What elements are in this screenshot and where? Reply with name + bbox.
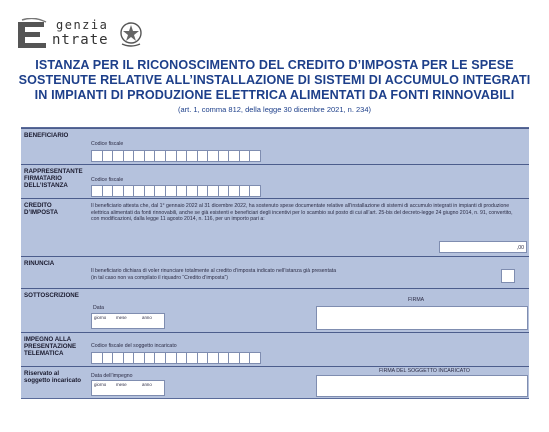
riservato-label: Riservato al soggetto incaricato [24,370,82,384]
riservato-firma-label: FIRMA DEL SOGGETTO INCARICATO [379,368,470,374]
rappresentante-cf-input[interactable] [91,185,261,197]
section-beneficiario [21,128,529,165]
logo-text-line1: genzia [56,18,109,32]
sottoscrizione-date-input[interactable] [91,313,165,329]
agenzia-entrate-logo [14,18,154,52]
sottoscrizione-signature-field[interactable] [316,306,528,330]
rinuncia-line1: Il beneficiario dichiara di voler rinunciare totalmente al credito d’imposta indicato nell’istanza già presentata [91,268,337,274]
section-rappresentante [21,164,529,199]
credito-amount-suffix: ,00 [516,245,524,251]
impegno-cf-input[interactable] [91,352,261,364]
riservato-date-input[interactable] [91,380,165,396]
beneficiario-cf-input[interactable] [91,150,261,162]
title-line-3: IN IMPIANTI DI PRODUZIONE ELETTRICA ALIMENTATI DA FONTI RINNOVABILI [34,88,515,102]
credito-text: Il beneficiario attesta che, dal 1° gennaio 2022 al 31 dicembre 2022, ha sostenuto spese documentate relative all’installazione di sistemi di accumulo integrati in impianti di produzione elettrica alimentati da fonti rinnovabili, anche se già esistenti e beneficiari degli incentivi per lo scambio sul posto di cui all’art. 25-bis del decreto-legge 24 giugno 2014, n. 91, convertito, con modificazioni, dalla legge 11 agosto 2014, n. 116, per un importo pari a: [91,203,513,223]
title-subtitle: (art. 1, comma 812, della legge 30 dicembre 2021, n. 234) [177,105,372,114]
sottoscrizione-label: SOTTOSCRIZIONE [24,292,79,299]
credito-label: CREDITO D’IMPOSTA [24,202,58,216]
riservato-anno-label: anno [142,382,152,387]
sottoscrizione-data-label: Data [93,305,104,311]
sottoscrizione-firma-label: FIRMA [408,297,425,303]
beneficiario-label: BENEFICIARIO [24,132,69,139]
section-credito [21,198,529,257]
rinuncia-checkbox[interactable] [501,269,515,283]
form-body [21,127,529,399]
impegno-label: IMPEGNO ALLA PRESENTAZIONE TELEMATICA [24,336,77,357]
sottoscrizione-mese-label: mese [116,315,127,320]
rappresentante-cf-label: Codice fiscale [91,177,124,183]
italian-republic-emblem-icon [118,20,144,48]
sottoscrizione-anno-label: anno [142,315,152,320]
riservato-data-label: Data dell’impegno [91,373,133,379]
agenzia-e-logo-icon [14,18,50,52]
section-impegno [21,332,529,367]
section-sottoscrizione [21,288,529,333]
title-line-1: ISTANZA PER IL RICONOSCIMENTO DEL CREDITO D’IMPOSTA PER LE SPESE [35,58,514,72]
title-line-2: SOSTENUTE RELATIVE ALL’INSTALLAZIONE DI SISTEMI DI ACCUMULO INTEGRATI [18,73,531,87]
riservato-giorno-label: giorno [94,382,107,387]
sottoscrizione-giorno-label: giorno [94,315,107,320]
riservato-mese-label: mese [116,382,127,387]
beneficiario-cf-label: Codice fiscale [91,141,124,147]
logo-text-line2: ntrate [52,32,109,48]
rinuncia-line2: (in tal caso non va compilato il riquadro “Credito d’imposta”) [91,275,228,281]
section-riservato [21,366,529,399]
rinuncia-label: RINUNCIA [24,260,55,267]
form-title [0,58,549,114]
impegno-cf-label: Codice fiscale del soggetto incaricato [91,343,177,349]
section-rinuncia [21,256,529,289]
rappresentante-label: RAPPRESENTANTE FIRMATARIO DELL’ISTANZA [24,168,83,189]
credito-amount-input[interactable] [439,241,527,253]
riservato-signature-field[interactable] [316,375,528,397]
